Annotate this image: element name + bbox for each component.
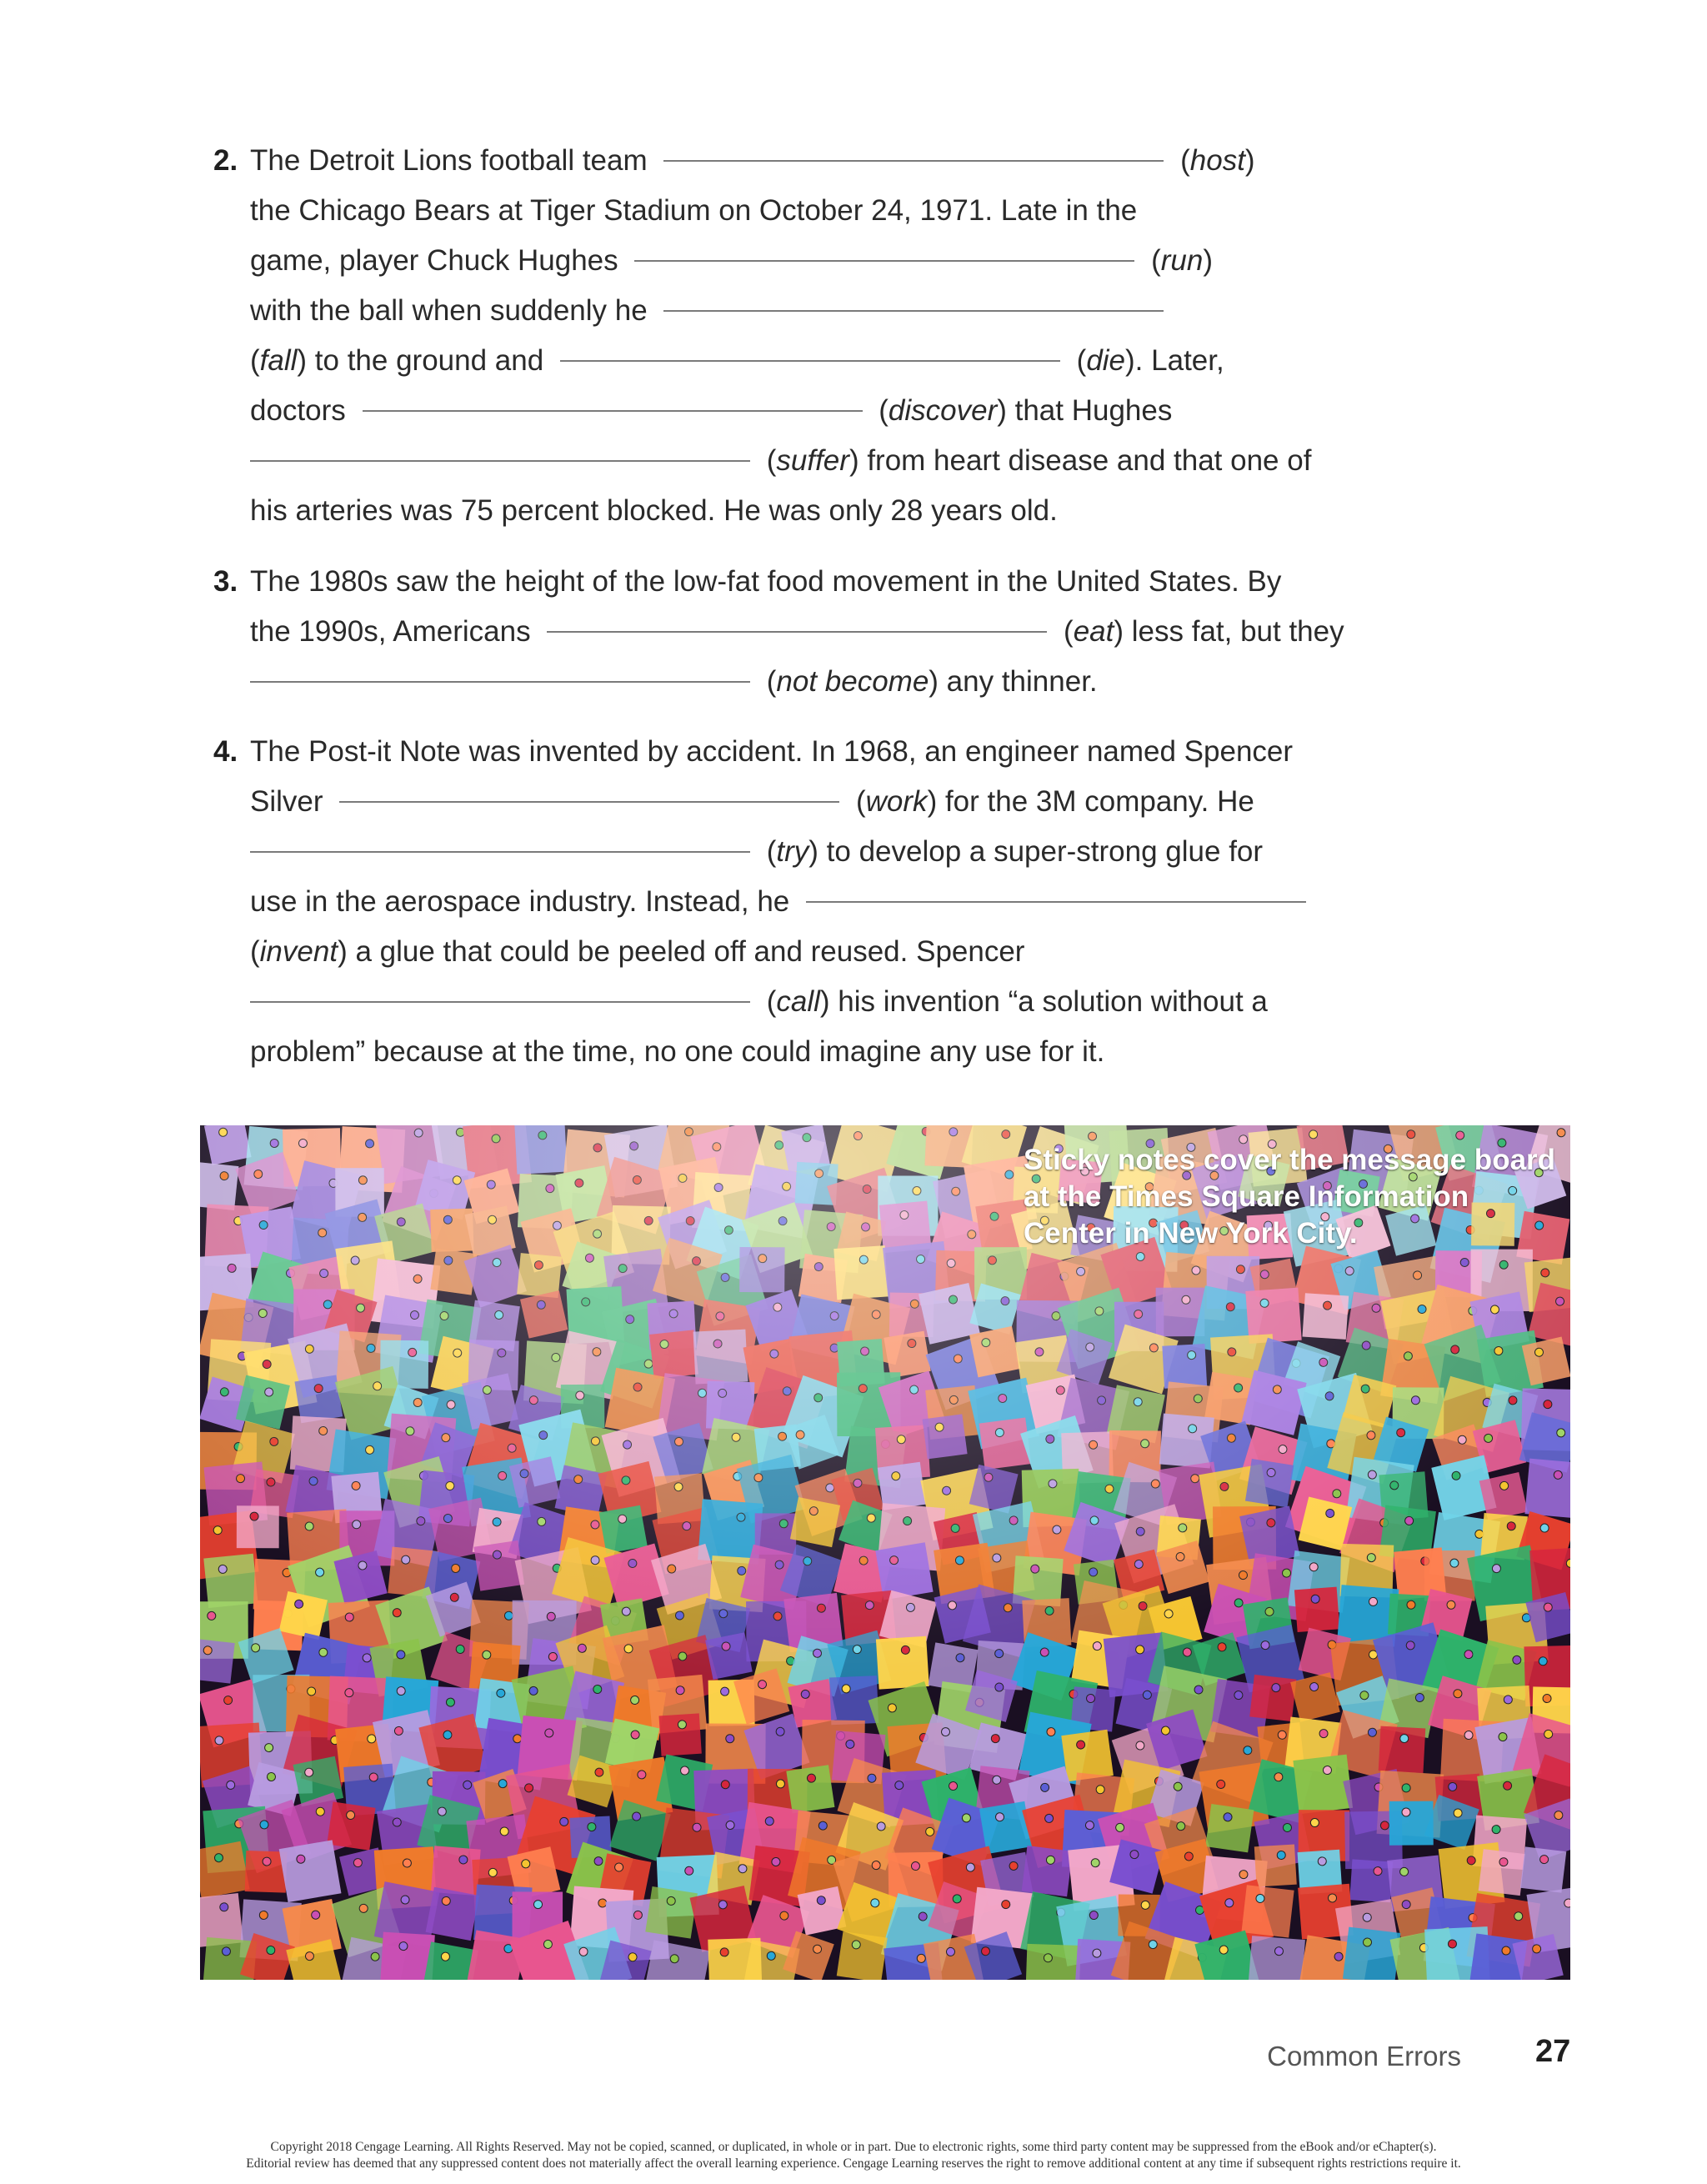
- exercise-line: [215, 186, 1399, 236]
- exercise-line: (not become) any thinner.: [215, 657, 1399, 707]
- exercise-line: [215, 286, 1399, 336]
- photo-caption: Sticky notes cover the message board at the Times Square Information Center in New York City.: [1024, 1144, 1556, 1250]
- answer-blank[interactable]: [634, 260, 1134, 262]
- exercise-number: 4.: [213, 735, 238, 768]
- answer-blank[interactable]: [547, 631, 1047, 633]
- exercise-3: [215, 557, 1399, 707]
- sticky-notes-image: [200, 1125, 1570, 1980]
- exercise-line: (call) his invention “a solution without a: [215, 977, 1399, 1027]
- exercise-text: doctors: [250, 394, 346, 427]
- answer-blank[interactable]: [250, 1001, 750, 1003]
- copyright-notice: [167, 2139, 1540, 2172]
- exercise-line: [215, 486, 1399, 536]
- exercise-line: (invent) a glue that could be peeled off and reused. Spencer: [250, 935, 1025, 968]
- copyright-line: Editorial review has deemed that any suppressed content does not materially affect the overall learning experience. Cengage Learning reserves the right to remove additional content at any time if subsequent rights restrictions require it.: [246, 2156, 1461, 2171]
- answer-blank[interactable]: [363, 410, 863, 412]
- exercise-line: (try) to develop a super-strong glue for: [215, 827, 1399, 877]
- exercise-text: ). Later,: [1125, 344, 1224, 377]
- answer-blank[interactable]: [250, 681, 750, 683]
- answer-blank[interactable]: [250, 460, 750, 462]
- exercise-number: 3.: [213, 565, 238, 598]
- verb-hint: work: [865, 785, 928, 818]
- verb-hint: discover: [888, 394, 998, 427]
- exercise-line: 2. The Detroit Lions football team (host): [215, 136, 1399, 186]
- exercise-text: the 1990s, Americans: [250, 615, 531, 648]
- answer-blank[interactable]: [663, 310, 1164, 312]
- verb-hint: host: [1189, 144, 1245, 177]
- exercise-text: The Detroit Lions football team: [250, 144, 648, 177]
- page-number: 27: [1535, 2034, 1571, 2069]
- answer-blank[interactable]: [806, 901, 1306, 903]
- exercise-line: [215, 877, 1399, 927]
- answer-blank[interactable]: [339, 801, 839, 803]
- exercise-text: ) from heart disease and that one of: [848, 444, 1312, 477]
- exercise-text: the Chicago Bears at Tiger Stadium on October 24, 1971. Late in the: [250, 194, 1138, 227]
- exercise-line: the 1990s, Americans (eat) less fat, but they: [250, 615, 1344, 648]
- exercise-line: Silver (work) for the 3M company. He: [250, 785, 1254, 818]
- exercise-text: ) any thinner.: [929, 665, 1098, 698]
- exercise-text: his arteries was 75 percent blocked. He was only 28 years old.: [250, 494, 1058, 527]
- exercise-line: doctors (discover) that Hughes: [250, 394, 1173, 427]
- footer-section-title: Common Errors: [1267, 2041, 1461, 2071]
- exercise-number: 2.: [213, 144, 238, 177]
- exercise-4: [215, 727, 1399, 1077]
- copyright-line: Copyright 2018 Cengage Learning. All Rights Reserved. May not be copied, scanned, or duplicated, in whole or in part. Due to electronic rights, some third party content may be suppressed from the eBook and/or eChapter(s).: [270, 2140, 1437, 2154]
- exercise-text: ) a glue that could be peeled off and reused. Spencer: [338, 935, 1025, 968]
- exercise-line: (suffer) from heart disease and that one of: [215, 436, 1399, 486]
- verb-hint: try: [776, 835, 809, 868]
- exercise-line: [215, 1027, 1399, 1077]
- answer-blank[interactable]: [250, 851, 750, 853]
- exercise-line: [215, 557, 1399, 607]
- light-glow: [200, 1125, 1570, 1980]
- exercise-text: ) to develop a super-strong glue for: [808, 835, 1264, 868]
- exercise-text: ) that Hughes: [997, 394, 1173, 427]
- answer-blank[interactable]: [663, 160, 1164, 162]
- exercise-text: The Post-it Note was invented by accident. In 1968, an engineer named Spencer: [250, 735, 1294, 768]
- verb-hint: eat: [1073, 615, 1114, 648]
- exercise-text: problem” because at the time, no one could imagine any use for it.: [250, 1035, 1105, 1068]
- verb-hint: die: [1086, 344, 1126, 377]
- verb-hint: run: [1160, 244, 1204, 277]
- exercise-text: Silver: [250, 785, 323, 818]
- exercise-text: ) his invention “a solution without a: [819, 985, 1268, 1018]
- exercise-text: use in the aerospace industry. Instead, he: [250, 885, 790, 918]
- exercise-text: game, player Chuck Hughes: [250, 244, 618, 277]
- verb-hint: invent: [259, 935, 338, 968]
- answer-blank[interactable]: [560, 360, 1060, 362]
- verb-hint: suffer: [776, 444, 849, 477]
- exercise-text: The 1980s saw the height of the low-fat food movement in the United States. By: [250, 565, 1282, 598]
- exercise-text: with the ball when suddenly he: [250, 294, 648, 327]
- exercise-line: [215, 727, 1399, 777]
- sticky-notes-photo: [200, 1125, 1570, 1980]
- exercise-text: ) for the 3M company. He: [927, 785, 1254, 818]
- verb-hint: call: [776, 985, 820, 1018]
- exercise-2: [215, 136, 1399, 536]
- exercise-text: ) less fat, but they: [1114, 615, 1344, 648]
- verb-hint: fall: [259, 344, 298, 377]
- exercise-line: game, player Chuck Hughes (run): [250, 244, 1213, 277]
- verb-hint: not become: [776, 665, 929, 698]
- exercise-line: (fall) to the ground and (die). Later,: [250, 344, 1224, 377]
- exercise-text: ) to the ground and: [297, 344, 544, 377]
